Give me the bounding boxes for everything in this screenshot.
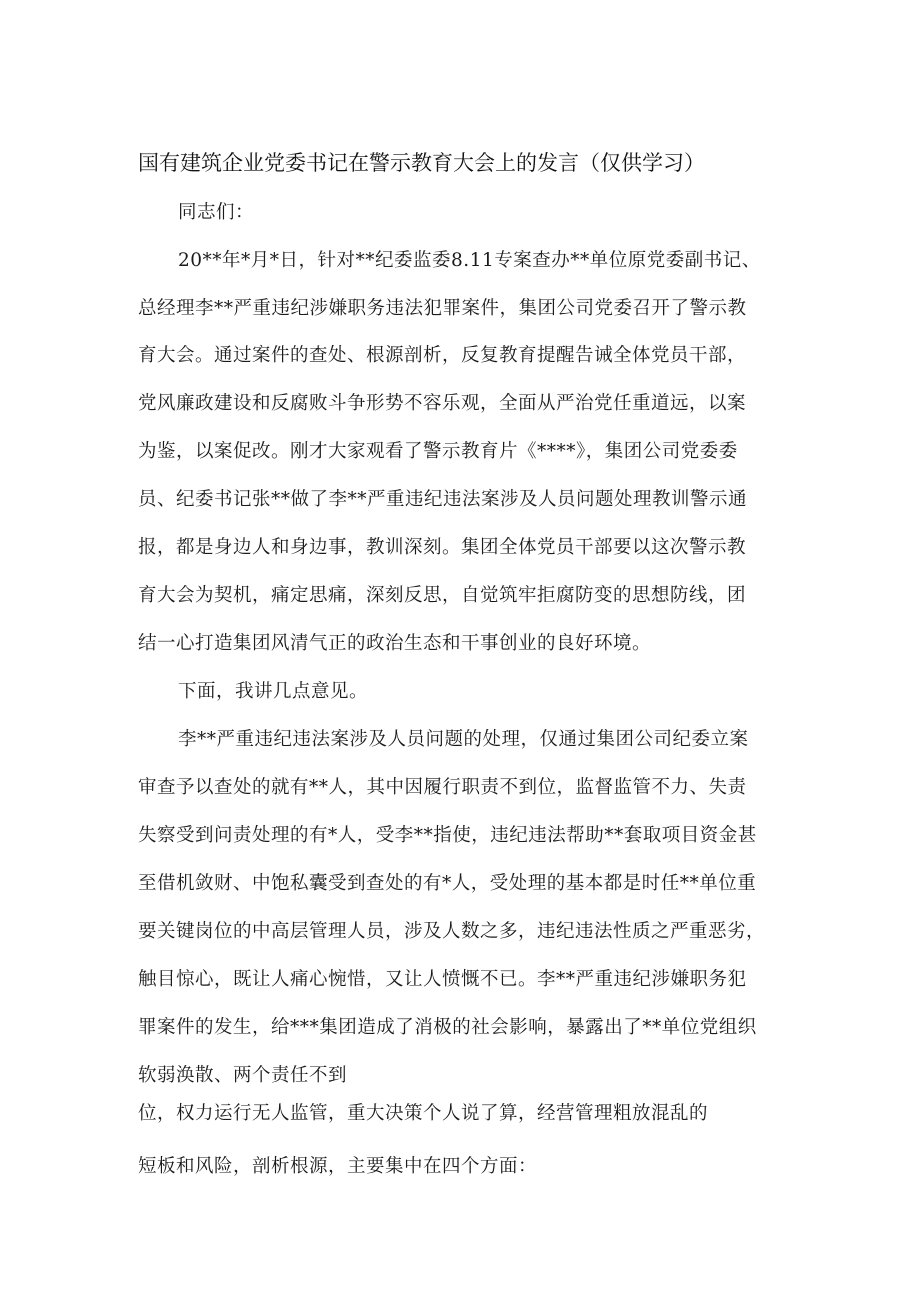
paragraph-3-line-4: 至借机敛财、中饱私囊受到查处的有*人，受处理的基本都是时任**单位重 [138, 873, 757, 894]
paragraph-3-line-8: 软弱涣散、两个责任不到 [138, 1065, 348, 1086]
paragraph-1-line-9: 结一心打造集团风清气正的政治生态和干事创业的良好环境。 [138, 633, 652, 654]
paragraph-3-line-3: 失察受到问责处理的有*人，受李**指使，违纪违法帮助**套取项目资金甚 [138, 825, 757, 846]
paragraph-1-line-1: 20**年*月*日，针对**纪委监委8.11专案查办**单位原党委副书记、 [178, 250, 761, 271]
paragraph-3-line-5: 要关键岗位的中高层管理人员，涉及人数之多，违纪违法性质之严重恶劣， [138, 921, 766, 942]
paragraph-1-line-7: 报，都是身边人和身边事，教训深刻。集团全体党员干部要以这次警示教 [138, 537, 747, 558]
paragraph-1-line-3: 育大会。通过案件的查处、根源剖析，反复教育提醒告诫全体党员干部， [138, 345, 747, 366]
paragraph-3-line-10: 短板和风险，剖析根源，主要集中在四个方面： [138, 1156, 538, 1177]
paragraph-1-line-8: 育大会为契机，痛定思痛，深刻反思，自觉筑牢拒腐防变的思想防线，团 [138, 585, 747, 606]
paragraph-1-line-6: 员、纪委书记张**做了李**严重违纪违法案涉及人员问题处理教训警示通 [138, 489, 748, 510]
paragraph-1-line-5: 为鉴，以案促改。刚才大家观看了警示教育片《****》，集团公司党委委 [138, 441, 738, 462]
paragraph-1-line-4: 党风廉政建设和反腐败斗争形势不容乐观，全面从严治党任重道远，以案 [138, 393, 747, 414]
paragraph-3-line-1: 李**严重违纪违法案涉及人员问题的处理，仅通过集团公司纪委立案 [178, 729, 749, 750]
paragraph-3-line-6: 触目惊心，既让人痛心惋惜，又让人愤慨不已。李**严重违纪涉嫌职务犯 [138, 969, 747, 990]
paragraph-1-line-2: 总经理李**严重违纪涉嫌职务违法犯罪案件，集团公司党委召开了警示教 [138, 298, 747, 319]
paragraph-3-line-2: 审查予以查处的就有**人，其中因履行职责不到位，监督监管不力、失责 [138, 777, 747, 798]
salutation-line: 同志们： [178, 202, 255, 223]
paragraph-3-line-9: 位，权力运行无人监管，重大决策个人说了算，经营管理粗放混乱的 [138, 1103, 709, 1124]
paragraph-3-line-7: 罪案件的发生，给***集团造成了消极的社会影响，暴露出了**单位党组织 [138, 1017, 757, 1038]
paragraph-2-line-1: 下面，我讲几点意见。 [178, 681, 369, 702]
document-title: 国有建筑企业党委书记在警示教育大会上的发言（仅供学习） [138, 151, 705, 175]
